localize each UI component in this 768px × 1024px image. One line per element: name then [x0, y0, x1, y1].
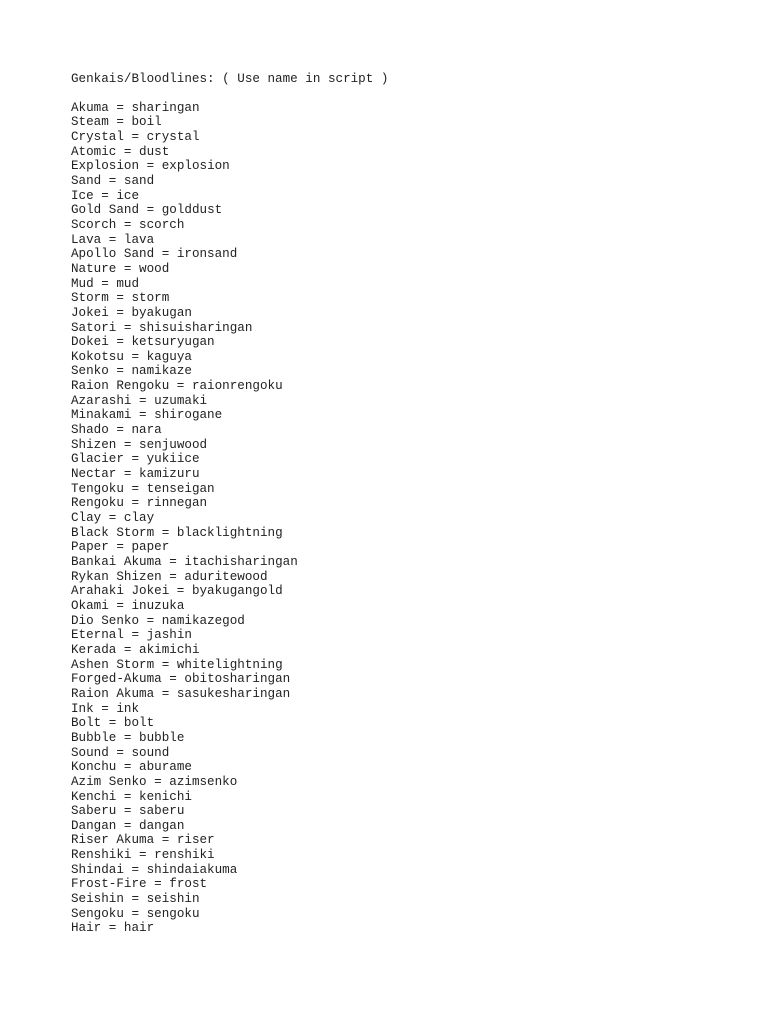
script-name: kaguya — [146, 349, 192, 364]
bloodline-name: Rengoku — [71, 496, 124, 511]
script-name: wood — [139, 261, 170, 276]
list-item — [71, 775, 388, 790]
list-item — [71, 247, 388, 262]
equals-separator: = — [116, 144, 140, 159]
list-item — [71, 511, 388, 526]
equals-separator: = — [154, 525, 177, 540]
script-name: crystal — [146, 129, 200, 144]
script-name: sasukesharingan — [176, 686, 291, 701]
bloodline-name: Hair — [71, 921, 102, 936]
script-name: jashin — [146, 628, 192, 643]
list-item — [71, 364, 388, 379]
script-name: ink — [116, 701, 140, 716]
script-name: dangan — [139, 818, 185, 833]
list-item — [71, 452, 388, 467]
equals-separator: = — [123, 862, 147, 877]
equals-separator: = — [101, 716, 124, 731]
bloodline-name: Senko — [71, 364, 109, 379]
equals-separator: = — [116, 217, 140, 232]
equals-separator: = — [146, 774, 170, 789]
equals-separator: = — [116, 437, 140, 452]
list-item — [71, 643, 388, 658]
list-item — [71, 496, 388, 511]
equals-separator: = — [116, 818, 140, 833]
bloodline-name: Rykan Shizen — [71, 569, 162, 584]
equals-separator: = — [108, 335, 132, 350]
equals-separator: = — [116, 320, 140, 335]
list-item — [71, 877, 388, 892]
list-item — [71, 804, 388, 819]
script-name: ketsuryugan — [131, 335, 215, 350]
list-item — [71, 335, 388, 350]
script-name: saberu — [139, 804, 185, 819]
list-item — [71, 408, 388, 423]
equals-separator: = — [116, 760, 140, 775]
equals-separator: = — [116, 730, 140, 745]
bloodline-name: Glacier — [71, 452, 124, 467]
script-name: clay — [123, 511, 155, 526]
list-item — [71, 203, 388, 218]
list-item — [71, 189, 388, 204]
bloodline-name: Forged-Akuma — [71, 672, 162, 687]
equals-separator: = — [123, 349, 147, 364]
equals-separator: = — [131, 393, 155, 408]
equals-separator: = — [108, 745, 132, 760]
equals-separator: = — [161, 569, 185, 584]
equals-separator: = — [131, 848, 155, 863]
list-item — [71, 526, 388, 541]
bloodline-name: Ashen Storm — [71, 657, 155, 672]
script-name: akimichi — [139, 642, 200, 657]
bloodline-name: Paper — [71, 540, 109, 555]
list-item — [71, 540, 388, 555]
script-name: kenichi — [139, 789, 192, 804]
bloodline-name: Sound — [71, 745, 109, 760]
bloodline-name: Storm — [71, 291, 109, 306]
equals-separator: = — [169, 379, 192, 394]
script-name: ice — [116, 188, 140, 203]
list-item — [71, 394, 388, 409]
script-name: dust — [139, 144, 170, 159]
list-item — [71, 350, 388, 365]
list-item — [71, 159, 388, 174]
equals-separator: = — [123, 496, 147, 511]
bloodline-name: Atomic — [71, 144, 117, 159]
equals-separator: = — [93, 188, 117, 203]
list-item — [71, 321, 388, 336]
bloodline-name: Satori — [71, 320, 117, 335]
list-item — [71, 306, 388, 321]
list-item — [71, 584, 388, 599]
bloodline-name: Konchu — [71, 760, 117, 775]
bloodline-name: Saberu — [71, 804, 117, 819]
list-item — [71, 614, 388, 629]
bloodline-name: Ice — [71, 188, 94, 203]
equals-separator: = — [108, 540, 132, 555]
bloodline-name: Shindai — [71, 862, 124, 877]
bloodline-name: Azarashi — [71, 393, 132, 408]
equals-separator: = — [116, 804, 140, 819]
script-name: tenseigan — [146, 481, 215, 496]
equals-separator: = — [161, 555, 185, 569]
equals-separator: = — [146, 877, 170, 892]
equals-separator: = — [101, 921, 124, 936]
script-name: bolt — [123, 716, 155, 731]
equals-separator: = — [116, 789, 140, 804]
script-name: renshiki — [154, 848, 215, 863]
script-name: sengoku — [146, 906, 200, 921]
equals-separator: = — [161, 672, 185, 687]
equals-separator: = — [108, 598, 132, 613]
list-item — [71, 291, 388, 306]
list-item — [71, 438, 388, 453]
script-name: yukiice — [146, 452, 200, 467]
bloodline-name: Kerada — [71, 642, 117, 657]
equals-separator: = — [154, 833, 177, 848]
bloodline-name: Kenchi — [71, 789, 117, 804]
equals-separator: = — [123, 892, 147, 907]
equals-separator: = — [101, 511, 124, 526]
bloodline-mapping-list — [71, 101, 388, 936]
equals-separator: = — [123, 452, 147, 467]
bloodline-name: Sengoku — [71, 906, 124, 921]
bloodline-name: Shizen — [71, 437, 117, 452]
bloodline-name: Raion Akuma — [71, 686, 155, 701]
script-name: bubble — [139, 730, 185, 745]
list-item — [71, 379, 388, 394]
bloodline-name: Bolt — [71, 716, 102, 731]
script-name: boil — [131, 115, 162, 130]
list-item — [71, 570, 388, 585]
equals-separator: = — [116, 261, 140, 276]
bloodline-name: Shado — [71, 423, 109, 438]
equals-separator: = — [93, 276, 117, 291]
bloodline-name: Riser Akuma — [71, 833, 155, 848]
list-item — [71, 848, 388, 863]
list-item — [71, 790, 388, 805]
script-name: shirogane — [154, 408, 223, 423]
list-item — [71, 863, 388, 878]
equals-separator: = — [154, 247, 177, 262]
equals-separator: = — [123, 906, 147, 921]
script-name: raionrengoku — [191, 379, 283, 394]
list-item — [71, 101, 388, 116]
equals-separator: = — [154, 657, 177, 672]
bloodline-name: Akuma — [71, 100, 109, 115]
script-name: scorch — [139, 217, 185, 232]
bloodline-name: Crystal — [71, 129, 124, 144]
script-name: sharingan — [131, 100, 200, 115]
list-item — [71, 628, 388, 643]
bloodline-name: Eternal — [71, 628, 124, 643]
script-name: senjuwood — [139, 437, 208, 452]
equals-separator: = — [93, 701, 117, 716]
bloodline-name: Ink — [71, 701, 94, 716]
list-item — [71, 760, 388, 775]
bloodline-name: Dokei — [71, 335, 109, 350]
bloodline-name: Explosion — [71, 159, 140, 174]
script-name: inuzuka — [131, 598, 185, 613]
equals-separator: = — [108, 364, 132, 379]
script-name: aburame — [139, 760, 192, 775]
list-item — [71, 702, 388, 717]
equals-separator: = — [131, 408, 155, 423]
bloodline-name: Nature — [71, 261, 117, 276]
bloodline-name: Kokotsu — [71, 349, 124, 364]
bloodline-name: Azim Senko — [71, 774, 147, 789]
bloodline-name: Tengoku — [71, 481, 124, 496]
equals-separator: = — [116, 467, 140, 482]
list-item — [71, 672, 388, 687]
bloodline-name: Okami — [71, 598, 109, 613]
bloodline-name: Lava — [71, 232, 102, 247]
script-name: namikaze — [131, 364, 192, 379]
bloodline-name: Frost-Fire — [71, 877, 147, 892]
equals-separator: = — [123, 481, 147, 496]
bloodline-name: Arahaki Jokei — [71, 584, 170, 599]
script-name: riser — [176, 833, 215, 848]
list-item — [71, 174, 388, 189]
bloodline-name: Seishin — [71, 892, 124, 907]
script-name: azimsenko — [169, 774, 238, 789]
script-name: byakugangold — [191, 584, 283, 599]
list-item — [71, 599, 388, 614]
bloodline-name: Gold Sand — [71, 203, 140, 218]
bloodline-name: Bankai Akuma — [71, 555, 162, 569]
equals-separator: = — [101, 232, 124, 247]
equals-separator: = — [139, 613, 162, 628]
list-item — [71, 555, 388, 570]
bloodline-name: Bubble — [71, 730, 117, 745]
script-name: aduritewood — [184, 569, 268, 584]
script-name: sound — [131, 745, 170, 760]
list-item — [71, 746, 388, 761]
list-item — [71, 819, 388, 834]
equals-separator: = — [139, 203, 162, 218]
bloodline-name: Mud — [71, 276, 94, 291]
list-item — [71, 892, 388, 907]
bloodline-name: Dangan — [71, 818, 117, 833]
script-name: explosion — [161, 159, 230, 174]
script-name: mud — [116, 276, 140, 291]
script-name: sand — [123, 173, 155, 188]
list-item — [71, 467, 388, 482]
equals-separator: = — [108, 115, 132, 130]
list-item — [71, 218, 388, 233]
list-item — [71, 833, 388, 848]
equals-separator: = — [108, 100, 132, 115]
list-item — [71, 423, 388, 438]
list-item — [71, 115, 388, 130]
script-name: kamizuru — [139, 467, 200, 482]
equals-separator: = — [139, 159, 162, 174]
bloodline-name: Apollo Sand — [71, 247, 155, 262]
script-name: ironsand — [176, 247, 238, 262]
script-name: obitosharingan — [184, 672, 291, 687]
script-name: nara — [131, 423, 162, 438]
script-name: storm — [131, 291, 170, 306]
equals-separator: = — [154, 686, 177, 701]
script-name: seishin — [146, 892, 200, 907]
bloodline-name: Renshiki — [71, 848, 132, 863]
list-item — [71, 130, 388, 145]
list-item — [71, 907, 388, 922]
script-name: shisuisharingan — [139, 320, 253, 335]
equals-separator: = — [123, 628, 147, 643]
equals-separator: = — [169, 584, 192, 599]
list-item — [71, 277, 388, 292]
list-item — [71, 658, 388, 673]
list-item — [71, 145, 388, 160]
bloodline-name: Jokei — [71, 305, 109, 320]
equals-separator: = — [108, 305, 132, 320]
bloodline-name: Raion Rengoku — [71, 379, 170, 394]
bloodline-name: Dio Senko — [71, 613, 140, 628]
bloodline-name: Scorch — [71, 217, 117, 232]
list-item — [71, 716, 388, 731]
list-item — [71, 731, 388, 746]
document-body — [71, 72, 388, 936]
bloodline-name: Minakami — [71, 408, 132, 423]
equals-separator: = — [101, 173, 124, 188]
list-item — [71, 233, 388, 248]
script-name: paper — [131, 540, 170, 555]
script-name: frost — [169, 877, 208, 892]
script-name: whitelightning — [176, 657, 283, 672]
equals-separator: = — [123, 129, 147, 144]
list-item — [71, 921, 388, 936]
script-name: uzumaki — [154, 393, 208, 408]
bloodline-name: Nectar — [71, 467, 117, 482]
script-name: lava — [123, 232, 155, 247]
script-name: blacklightning — [176, 525, 283, 540]
bloodline-name: Black Storm — [71, 525, 155, 540]
equals-separator: = — [116, 642, 140, 657]
list-item — [71, 262, 388, 277]
list-item — [71, 482, 388, 497]
script-name: itachisharingan — [184, 555, 298, 569]
bloodline-name: Sand — [71, 173, 102, 188]
script-name: namikazegod — [161, 613, 245, 628]
script-name: golddust — [161, 203, 223, 218]
bloodline-name: Clay — [71, 511, 102, 526]
list-item — [71, 687, 388, 702]
script-name: rinnegan — [146, 496, 208, 511]
document-heading: Genkais/Bloodlines: ( Use name in script ) — [71, 72, 389, 86]
equals-separator: = — [108, 291, 132, 306]
script-name: shindaiakuma — [146, 862, 238, 877]
script-name: hair — [123, 921, 155, 936]
script-name: byakugan — [131, 305, 192, 320]
equals-separator: = — [108, 423, 132, 438]
bloodline-name: Steam — [71, 115, 109, 130]
